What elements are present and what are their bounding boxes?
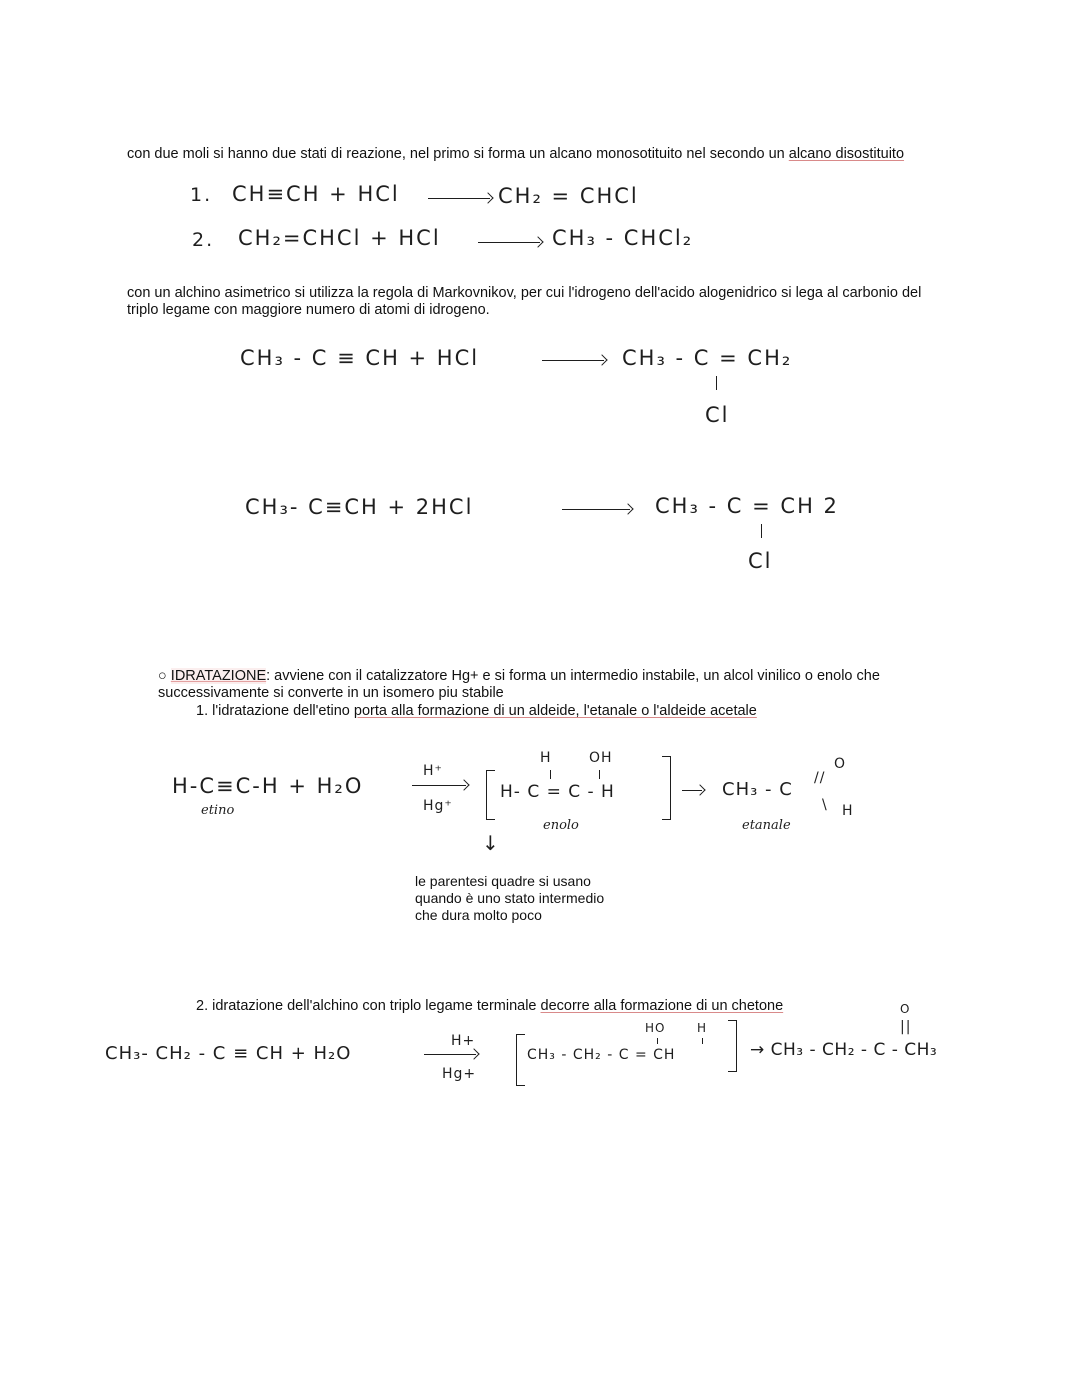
eq2-enol-bond-ho <box>657 1038 658 1044</box>
eq2-reactants: CH₃- CH₂ - C ≡ CH + H₂O <box>105 1043 352 1064</box>
eq1-product-o: O <box>834 756 847 772</box>
eq1-arrow-2 <box>682 790 702 791</box>
markovnikov-1-bond <box>716 376 717 390</box>
eq1-catalyst-bottom: Hg⁺ <box>423 798 453 814</box>
eq1-enol-oh: OH <box>589 750 613 766</box>
eq2-product: → CH₃ - CH₂ - C - CH₃ <box>750 1040 938 1060</box>
markovnikov-1-arrow <box>542 360 604 361</box>
markovnikov-2-substituent: Cl <box>748 549 773 573</box>
eq1-enol-h: H <box>540 750 552 766</box>
eq1-product: CH₃ - C <box>722 779 793 800</box>
markovnikov-2-reactants: CH₃- C≡CH + 2HCl <box>245 495 474 519</box>
eq1-bracket-right <box>662 756 671 820</box>
eq1-arrow-1 <box>412 785 466 786</box>
point-1-prefix: 1. l'idratazione dell'etino <box>196 703 354 719</box>
eq2-bracket-left <box>516 1034 525 1086</box>
eq2-catalyst-top: H+ <box>451 1033 476 1049</box>
eq1-product-double-bond: // <box>814 770 826 786</box>
reaction-2-product: CH₃ - CHCl₂ <box>552 226 694 250</box>
markovnikov-1-substituent: Cl <box>705 403 730 427</box>
markovnikov-2-arrow <box>562 509 630 510</box>
eq1-product-bond-h: \ <box>822 797 828 813</box>
idratazione-text: : avviene con il catalizzatore Hg+ e si forma un intermedio instabile, un alcol vinilico o enolo che successivamente si converte in un isomero piu stabile <box>158 668 880 701</box>
intro-underlined: alcano disostituito <box>788 146 905 162</box>
reaction-1-product: CH₂ = CHCl <box>498 184 639 208</box>
reaction-1-arrow <box>428 198 490 199</box>
eq1-catalyst-top: H⁺ <box>423 763 443 779</box>
eq1-enol-bond-h <box>550 770 551 779</box>
intro-text: con due moli si hanno due stati di reazione, nel primo si forma un alcano monosotituito nel secondo un <box>127 146 789 162</box>
markovnikov-1-product: CH₃ - C = CH₂ <box>622 346 793 370</box>
bullet-icon: ○ <box>158 668 167 684</box>
point-2-prefix: 2. idratazione dell'alchino con triplo legame terminale <box>196 998 541 1014</box>
reaction-1-number: 1. <box>190 184 213 206</box>
idratazione-point-2 <box>196 998 783 1015</box>
eq2-enol-h: H <box>697 1021 708 1035</box>
eq1-enol: H- C = C - H <box>500 782 615 802</box>
eq1-reactant-name: etino <box>201 803 235 818</box>
eq2-arrow-1 <box>424 1054 476 1055</box>
markovnikov-paragraph: con un alchino asimetrico si utilizza la regola di Markovnikov, per cui l'idrogeno dell'acido alogenidrico si lega al carbonio del triplo legame con maggiore numero di atomi di idrogeno. <box>127 285 922 318</box>
eq2-enol-ho: HO <box>645 1021 666 1035</box>
eq2-enol-bond-h <box>702 1038 703 1044</box>
reaction-2-number: 2. <box>192 229 215 251</box>
idratazione-paragraph <box>158 668 918 702</box>
point-1-underlined: porta alla formazione di un aldeide, l'etanale o l'aldeide acetale <box>353 703 757 719</box>
intro-paragraph <box>127 146 904 163</box>
eq1-enol-name: enolo <box>543 818 579 833</box>
reaction-1-reactants: CH≡CH + HCl <box>232 182 400 206</box>
eq1-product-h: H <box>842 803 854 819</box>
eq1-down-arrow: ↓ <box>482 831 500 855</box>
idratazione-title: IDRATAZIONE <box>170 668 267 684</box>
eq2-product-o: O <box>900 1002 911 1016</box>
markovnikov-2-bond <box>761 524 762 538</box>
markovnikov-1-reactants: CH₃ - C ≡ CH + HCl <box>240 346 480 370</box>
eq2-product-double-bond: || <box>900 1019 912 1035</box>
eq2-bracket-right <box>728 1020 737 1072</box>
markovnikov-2-product: CH₃ - C = CH 2 <box>655 494 839 518</box>
idratazione-point-1 <box>196 703 757 720</box>
eq2-enol: CH₃ - CH₂ - C = CH <box>527 1047 676 1063</box>
point-2-underlined: decorre alla formazione di un chetone <box>540 998 784 1014</box>
reaction-2-arrow <box>478 242 540 243</box>
reaction-2-reactants: CH₂=CHCl + HCl <box>238 226 441 250</box>
eq1-product-name: etanale <box>742 818 791 833</box>
bracket-note: le parentesi quadre si usano quando è uno stato intermedio che dura molto poco <box>415 873 605 923</box>
eq2-catalyst-bottom: Hg+ <box>442 1066 477 1082</box>
eq1-reactants: H-C≡C-H + H₂O <box>172 774 364 798</box>
eq1-enol-bond-oh <box>599 770 600 779</box>
eq1-bracket-left <box>486 770 495 820</box>
